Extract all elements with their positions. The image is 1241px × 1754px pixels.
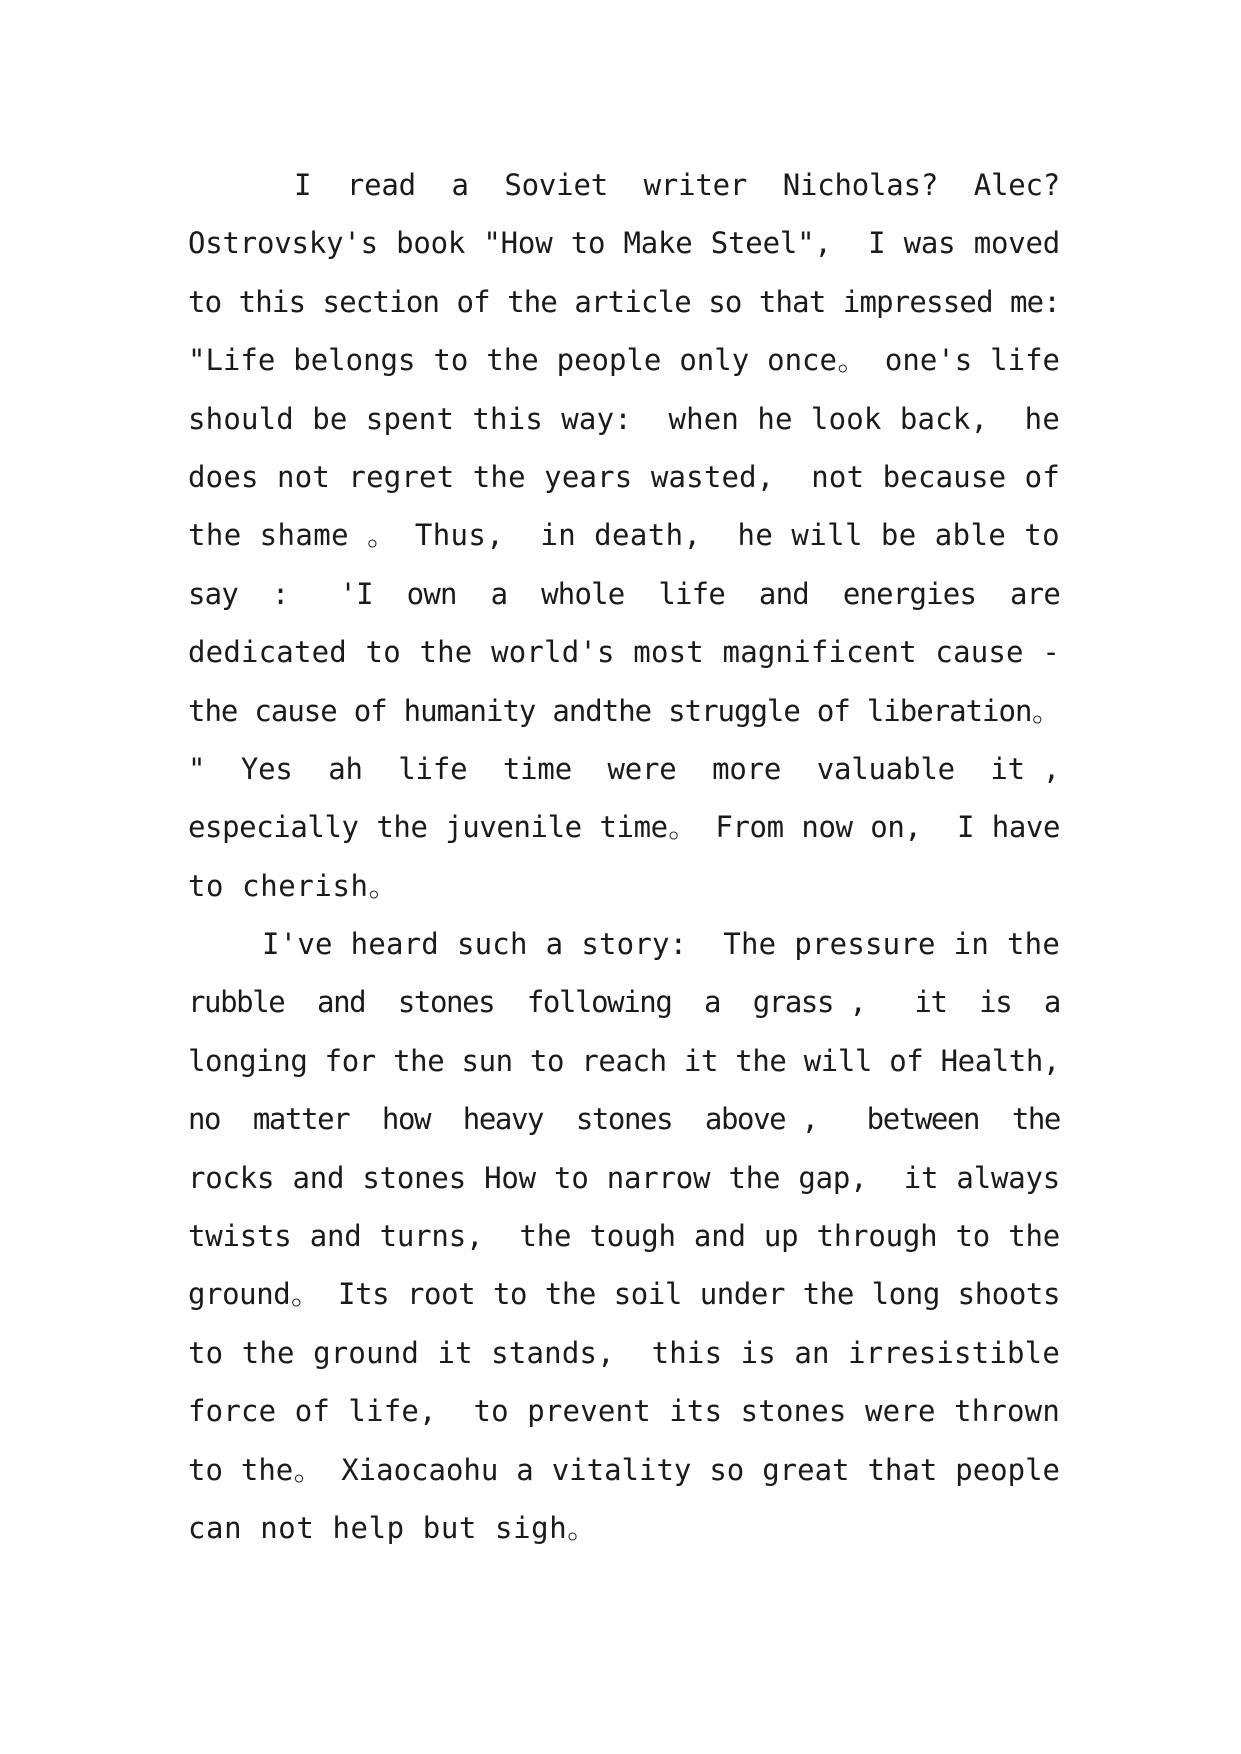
text-line: especially the juvenile time。 From now on, I have [188,810,1060,845]
text-line: Ostrovsky's book "How to Make Steel", I was moved [188,226,1060,261]
text-line: say : 'I own a whole life and energies are [188,576,1060,611]
text-line: should be spent this way: when he look back, he [188,401,1060,436]
text-line: longing for the sun to reach it the will of Health, [188,1043,1060,1078]
text-line: does not regret the years wasted, not because of [188,459,1060,494]
text-line: the cause of humanity andthe struggle of liberation。 [188,693,1060,728]
text-line: the shame 。 Thus, in death, he will be able to [188,518,1060,553]
text-line: "Life belongs to the people only once。 one's life [188,343,1060,378]
text-line: to the。 Xiaocaohu a vitality so great that people [188,1452,1060,1487]
text-line: " Yes ah life time were more valuable it , [188,751,1060,786]
text-line: dedicated to the world's most magnificent cause - [188,635,1060,670]
text-line: twists and turns, the tough and up through to the [188,1219,1060,1254]
paragraph-2 [188,915,1060,1557]
text-line: no matter how heavy stones above , between the [188,1102,1060,1137]
text-line: I read a Soviet writer Nicholas? Alec? [294,168,1060,202]
text-line: to the ground it stands, this is an irresistible [188,1335,1060,1370]
text-line: can not help but sigh。 [188,1510,597,1545]
text-line: to this section of the article so that impressed me: [188,284,1060,319]
text-line: ground。 Its root to the soil under the long shoots [188,1277,1060,1312]
text-line: force of life, to prevent its stones were thrown [188,1394,1060,1429]
text-line: rocks and stones How to narrow the gap, it always [188,1160,1060,1195]
text-line: rubble and stones following a grass , it is a [188,985,1060,1020]
text-line: I've heard such a story: The pressure in the [262,927,1060,962]
document-body [188,156,1060,1557]
text-line: to cherish。 [188,868,399,903]
paragraph-1 [188,156,1060,915]
